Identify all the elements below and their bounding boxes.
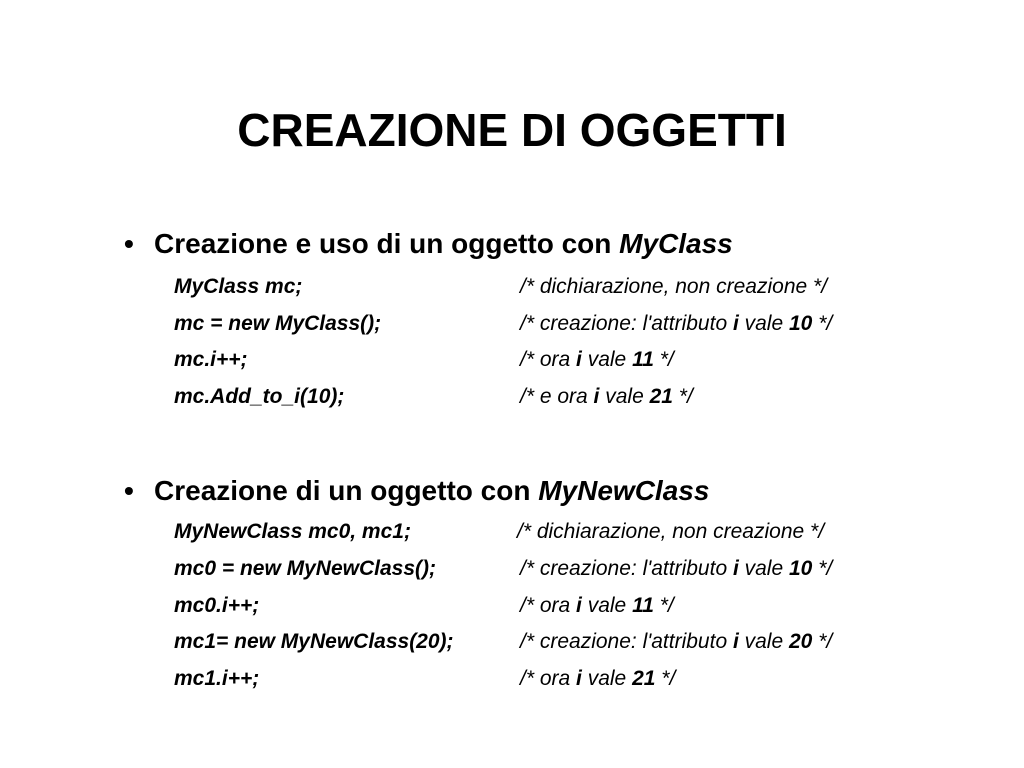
code-comment: /* ora i vale 21 */	[520, 667, 676, 690]
bullet-item-mynewclass	[124, 474, 709, 508]
bullet-text: Creazione e uso di un oggetto con	[154, 228, 620, 259]
code-comment: /* dichiarazione, non creazione */	[517, 520, 825, 543]
code-comment: /* ora i vale 11 */	[520, 348, 674, 371]
code-comment: /* creazione: l'attributo i vale 10 */	[520, 312, 833, 335]
code-statement: mc = new MyClass();	[174, 312, 382, 335]
code-statement: mc0 = new MyNewClass();	[174, 557, 437, 580]
code-comment: /* creazione: l'attributo i vale 20 */	[520, 630, 833, 653]
code-comment: /* dichiarazione, non creazione */	[520, 275, 828, 298]
code-comment: /* creazione: l'attributo i vale 10 */	[520, 557, 833, 580]
bullet-icon: •	[124, 228, 134, 259]
code-statement: mc.i++;	[174, 348, 248, 371]
code-statement: MyNewClass mc0, mc1;	[174, 520, 411, 543]
bullet-class-name: MyClass	[619, 228, 733, 259]
code-statement: mc0.i++;	[174, 594, 260, 617]
code-statement: mc1.i++;	[174, 667, 260, 690]
bullet-class-name: MyNewClass	[538, 475, 710, 506]
slide-title: CREAZIONE DI OGGETTI	[237, 104, 787, 156]
code-statement: MyClass mc;	[174, 275, 303, 298]
bullet-icon: •	[124, 475, 134, 506]
code-statement: mc1= new MyNewClass(20);	[174, 630, 454, 653]
code-comment: /* ora i vale 11 */	[520, 594, 674, 617]
code-statement: mc.Add_to_i(10);	[174, 385, 345, 408]
code-comment: /* e ora i vale 21 */	[520, 385, 693, 408]
bullet-text: Creazione di un oggetto con	[154, 475, 539, 506]
bullet-item-myclass	[124, 227, 733, 261]
